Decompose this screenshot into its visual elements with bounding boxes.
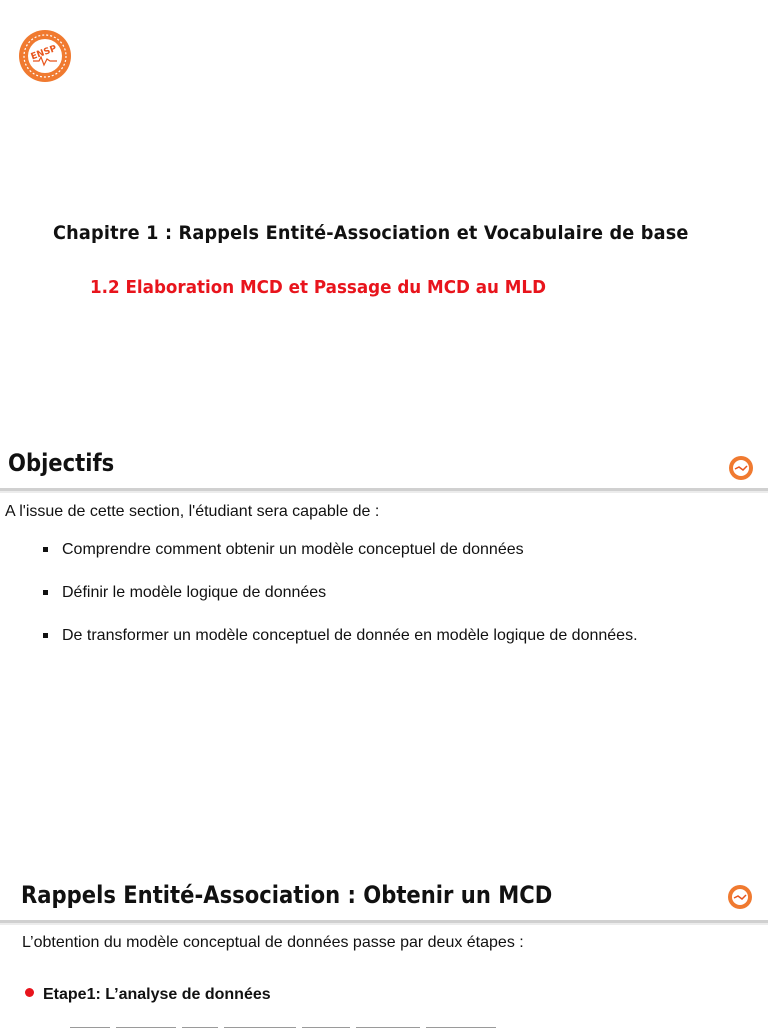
objectifs-intro: A l'issue de cette section, l'étudiant sera capable de :	[5, 503, 380, 520]
rappels-heading: Rappels Entité-Association : Obtenir un MCD	[21, 881, 553, 909]
heading-divider	[0, 488, 768, 493]
bullet-square-icon	[43, 547, 48, 552]
objectives-list	[43, 539, 638, 668]
ensp-logo-icon	[17, 28, 73, 84]
ensp-logo-small-icon	[727, 884, 753, 910]
objective-item: Comprendre comment obtenir un modèle conceptuel de données	[43, 539, 638, 582]
objective-item: Définir le modèle logique de données	[43, 582, 638, 625]
objective-item: De transformer un modèle conceptuel de donnée en modèle logique de données.	[43, 625, 638, 668]
objectifs-heading: Objectifs	[8, 449, 115, 477]
cropped-text-line	[70, 1018, 510, 1028]
bullet-dot-icon	[25, 988, 34, 997]
svg-text:ENSP: ENSP	[29, 43, 59, 63]
heading-divider	[0, 920, 768, 925]
step-1: Etape1: L’analyse de données	[25, 986, 271, 1004]
bullet-square-icon	[43, 590, 48, 595]
ensp-logo-small-icon	[728, 455, 754, 481]
chapter-title: Chapitre 1 : Rappels Entité-Association et Vocabulaire de base	[53, 222, 689, 244]
mcd-intro: L’obtention du modèle conceptual de données passe par deux étapes :	[22, 934, 524, 951]
section-title: 1.2 Elaboration MCD et Passage du MCD au MLD	[90, 277, 546, 298]
bullet-square-icon	[43, 633, 48, 638]
